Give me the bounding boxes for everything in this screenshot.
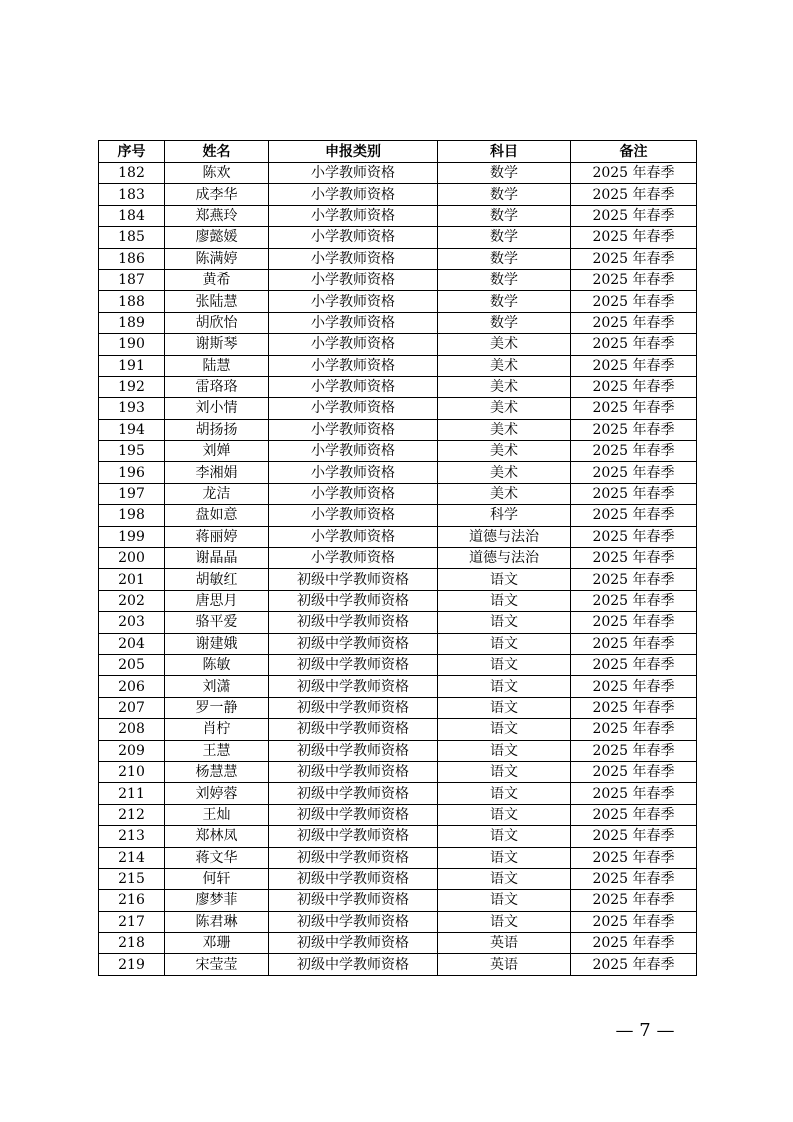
cell-subject: 语文 bbox=[438, 676, 571, 697]
cell-application-category: 小学教师资格 bbox=[269, 441, 438, 462]
cell-serial-number: 215 bbox=[99, 868, 165, 889]
cell-serial-number: 197 bbox=[99, 483, 165, 504]
cell-remarks: 2025 年春季 bbox=[571, 334, 697, 355]
cell-name: 陈敏 bbox=[165, 654, 269, 675]
table-header-row bbox=[99, 141, 697, 163]
cell-remarks: 2025 年春季 bbox=[571, 612, 697, 633]
cell-subject: 美术 bbox=[438, 483, 571, 504]
table-row bbox=[99, 205, 697, 226]
cell-serial-number: 204 bbox=[99, 633, 165, 654]
cell-name: 宋莹莹 bbox=[165, 954, 269, 975]
table-row bbox=[99, 376, 697, 397]
cell-name: 胡敏红 bbox=[165, 569, 269, 590]
cell-serial-number: 189 bbox=[99, 312, 165, 333]
cell-serial-number: 198 bbox=[99, 505, 165, 526]
cell-application-category: 初级中学教师资格 bbox=[269, 569, 438, 590]
table-row bbox=[99, 462, 697, 483]
cell-remarks: 2025 年春季 bbox=[571, 868, 697, 889]
cell-remarks: 2025 年春季 bbox=[571, 269, 697, 290]
cell-remarks: 2025 年春季 bbox=[571, 954, 697, 975]
cell-application-category: 初级中学教师资格 bbox=[269, 612, 438, 633]
cell-subject: 数学 bbox=[438, 291, 571, 312]
cell-subject: 语文 bbox=[438, 911, 571, 932]
cell-serial-number: 190 bbox=[99, 334, 165, 355]
cell-serial-number: 207 bbox=[99, 697, 165, 718]
cell-serial-number: 219 bbox=[99, 954, 165, 975]
cell-subject: 美术 bbox=[438, 462, 571, 483]
cell-subject: 数学 bbox=[438, 248, 571, 269]
table-row bbox=[99, 441, 697, 462]
cell-subject: 语文 bbox=[438, 761, 571, 782]
cell-application-category: 小学教师资格 bbox=[269, 227, 438, 248]
cell-application-category: 小学教师资格 bbox=[269, 483, 438, 504]
cell-serial-number: 208 bbox=[99, 719, 165, 740]
cell-application-category: 初级中学教师资格 bbox=[269, 697, 438, 718]
cell-serial-number: 210 bbox=[99, 761, 165, 782]
cell-application-category: 小学教师资格 bbox=[269, 462, 438, 483]
cell-name: 陈欢 bbox=[165, 163, 269, 184]
cell-subject: 数学 bbox=[438, 184, 571, 205]
cell-name: 杨慧慧 bbox=[165, 761, 269, 782]
table-row bbox=[99, 590, 697, 611]
cell-application-category: 小学教师资格 bbox=[269, 505, 438, 526]
cell-remarks: 2025 年春季 bbox=[571, 890, 697, 911]
cell-application-category: 初级中学教师资格 bbox=[269, 847, 438, 868]
cell-name: 肖柠 bbox=[165, 719, 269, 740]
cell-name: 谢晶晶 bbox=[165, 548, 269, 569]
table-row bbox=[99, 697, 697, 718]
cell-remarks: 2025 年春季 bbox=[571, 933, 697, 954]
cell-serial-number: 213 bbox=[99, 826, 165, 847]
cell-remarks: 2025 年春季 bbox=[571, 847, 697, 868]
cell-remarks: 2025 年春季 bbox=[571, 569, 697, 590]
cell-subject: 语文 bbox=[438, 826, 571, 847]
cell-subject: 语文 bbox=[438, 847, 571, 868]
cell-subject: 数学 bbox=[438, 205, 571, 226]
cell-name: 黄希 bbox=[165, 269, 269, 290]
cell-name: 刘潇 bbox=[165, 676, 269, 697]
cell-serial-number: 192 bbox=[99, 376, 165, 397]
cell-serial-number: 196 bbox=[99, 462, 165, 483]
table-row bbox=[99, 868, 697, 889]
table-row bbox=[99, 291, 697, 312]
cell-name: 刘小情 bbox=[165, 398, 269, 419]
cell-application-category: 小学教师资格 bbox=[269, 312, 438, 333]
table-row bbox=[99, 184, 697, 205]
cell-subject: 数学 bbox=[438, 163, 571, 184]
cell-name: 王灿 bbox=[165, 804, 269, 825]
cell-name: 何轩 bbox=[165, 868, 269, 889]
cell-serial-number: 187 bbox=[99, 269, 165, 290]
cell-remarks: 2025 年春季 bbox=[571, 783, 697, 804]
table-row bbox=[99, 334, 697, 355]
cell-subject: 语文 bbox=[438, 569, 571, 590]
cell-name: 陈君琳 bbox=[165, 911, 269, 932]
cell-serial-number: 216 bbox=[99, 890, 165, 911]
cell-application-category: 初级中学教师资格 bbox=[269, 826, 438, 847]
cell-serial-number: 184 bbox=[99, 205, 165, 226]
table-row bbox=[99, 676, 697, 697]
cell-remarks: 2025 年春季 bbox=[571, 163, 697, 184]
cell-remarks: 2025 年春季 bbox=[571, 719, 697, 740]
table-row bbox=[99, 227, 697, 248]
cell-subject: 美术 bbox=[438, 355, 571, 376]
cell-subject: 语文 bbox=[438, 612, 571, 633]
cell-application-category: 初级中学教师资格 bbox=[269, 590, 438, 611]
cell-subject: 语文 bbox=[438, 719, 571, 740]
cell-serial-number: 202 bbox=[99, 590, 165, 611]
cell-application-category: 小学教师资格 bbox=[269, 376, 438, 397]
cell-remarks: 2025 年春季 bbox=[571, 312, 697, 333]
cell-remarks: 2025 年春季 bbox=[571, 911, 697, 932]
cell-name: 唐思月 bbox=[165, 590, 269, 611]
cell-name: 郑燕玲 bbox=[165, 205, 269, 226]
cell-subject: 英语 bbox=[438, 933, 571, 954]
cell-remarks: 2025 年春季 bbox=[571, 419, 697, 440]
cell-subject: 科学 bbox=[438, 505, 571, 526]
cell-serial-number: 182 bbox=[99, 163, 165, 184]
cell-application-category: 初级中学教师资格 bbox=[269, 783, 438, 804]
cell-application-category: 初级中学教师资格 bbox=[269, 654, 438, 675]
cell-name: 蒋丽婷 bbox=[165, 526, 269, 547]
cell-name: 骆平爱 bbox=[165, 612, 269, 633]
cell-remarks: 2025 年春季 bbox=[571, 697, 697, 718]
cell-name: 罗一静 bbox=[165, 697, 269, 718]
table-row bbox=[99, 269, 697, 290]
cell-name: 张陆慧 bbox=[165, 291, 269, 312]
cell-subject: 语文 bbox=[438, 633, 571, 654]
cell-remarks: 2025 年春季 bbox=[571, 826, 697, 847]
cell-application-category: 小学教师资格 bbox=[269, 184, 438, 205]
table-row bbox=[99, 612, 697, 633]
cell-subject: 语文 bbox=[438, 654, 571, 675]
cell-name: 龙洁 bbox=[165, 483, 269, 504]
cell-remarks: 2025 年春季 bbox=[571, 676, 697, 697]
cell-remarks: 2025 年春季 bbox=[571, 376, 697, 397]
cell-subject: 语文 bbox=[438, 890, 571, 911]
table-row bbox=[99, 804, 697, 825]
cell-serial-number: 191 bbox=[99, 355, 165, 376]
cell-name: 廖懿媛 bbox=[165, 227, 269, 248]
page-number: — 7 — bbox=[615, 1020, 675, 1041]
cell-name: 廖梦菲 bbox=[165, 890, 269, 911]
table-row bbox=[99, 526, 697, 547]
cell-serial-number: 201 bbox=[99, 569, 165, 590]
cell-remarks: 2025 年春季 bbox=[571, 633, 697, 654]
cell-serial-number: 186 bbox=[99, 248, 165, 269]
table-row bbox=[99, 419, 697, 440]
cell-subject: 数学 bbox=[438, 227, 571, 248]
table-row bbox=[99, 933, 697, 954]
cell-application-category: 初级中学教师资格 bbox=[269, 933, 438, 954]
cell-serial-number: 205 bbox=[99, 654, 165, 675]
cell-application-category: 小学教师资格 bbox=[269, 548, 438, 569]
table-row bbox=[99, 398, 697, 419]
cell-remarks: 2025 年春季 bbox=[571, 291, 697, 312]
cell-remarks: 2025 年春季 bbox=[571, 227, 697, 248]
cell-name: 胡欣怡 bbox=[165, 312, 269, 333]
header-name: 姓名 bbox=[165, 141, 269, 163]
cell-remarks: 2025 年春季 bbox=[571, 505, 697, 526]
table-row bbox=[99, 761, 697, 782]
cell-serial-number: 203 bbox=[99, 612, 165, 633]
cell-application-category: 小学教师资格 bbox=[269, 355, 438, 376]
cell-serial-number: 200 bbox=[99, 548, 165, 569]
header-subject: 科目 bbox=[438, 141, 571, 163]
cell-subject: 美术 bbox=[438, 441, 571, 462]
cell-subject: 语文 bbox=[438, 740, 571, 761]
cell-application-category: 初级中学教师资格 bbox=[269, 890, 438, 911]
table-row bbox=[99, 569, 697, 590]
cell-name: 刘婷蓉 bbox=[165, 783, 269, 804]
cell-serial-number: 193 bbox=[99, 398, 165, 419]
cell-name: 李湘娟 bbox=[165, 462, 269, 483]
roster-table bbox=[98, 140, 697, 976]
table-row bbox=[99, 483, 697, 504]
cell-application-category: 初级中学教师资格 bbox=[269, 740, 438, 761]
cell-remarks: 2025 年春季 bbox=[571, 462, 697, 483]
cell-remarks: 2025 年春季 bbox=[571, 184, 697, 205]
cell-remarks: 2025 年春季 bbox=[571, 441, 697, 462]
cell-subject: 美术 bbox=[438, 419, 571, 440]
table-row bbox=[99, 248, 697, 269]
cell-remarks: 2025 年春季 bbox=[571, 483, 697, 504]
cell-application-category: 小学教师资格 bbox=[269, 334, 438, 355]
cell-application-category: 初级中学教师资格 bbox=[269, 911, 438, 932]
cell-name: 盘如意 bbox=[165, 505, 269, 526]
cell-application-category: 初级中学教师资格 bbox=[269, 633, 438, 654]
cell-name: 陈满婷 bbox=[165, 248, 269, 269]
cell-application-category: 初级中学教师资格 bbox=[269, 676, 438, 697]
table-row bbox=[99, 163, 697, 184]
cell-name: 胡扬扬 bbox=[165, 419, 269, 440]
cell-remarks: 2025 年春季 bbox=[571, 398, 697, 419]
cell-serial-number: 214 bbox=[99, 847, 165, 868]
header-serial-number: 序号 bbox=[99, 141, 165, 163]
cell-serial-number: 183 bbox=[99, 184, 165, 205]
cell-application-category: 小学教师资格 bbox=[269, 419, 438, 440]
cell-serial-number: 188 bbox=[99, 291, 165, 312]
table-row bbox=[99, 654, 697, 675]
table-row bbox=[99, 890, 697, 911]
cell-serial-number: 212 bbox=[99, 804, 165, 825]
cell-remarks: 2025 年春季 bbox=[571, 761, 697, 782]
cell-serial-number: 195 bbox=[99, 441, 165, 462]
table-body bbox=[99, 163, 697, 976]
cell-name: 蒋文华 bbox=[165, 847, 269, 868]
cell-remarks: 2025 年春季 bbox=[571, 248, 697, 269]
cell-name: 陆慧 bbox=[165, 355, 269, 376]
table-row bbox=[99, 355, 697, 376]
table-row bbox=[99, 505, 697, 526]
cell-name: 邓珊 bbox=[165, 933, 269, 954]
cell-application-category: 初级中学教师资格 bbox=[269, 719, 438, 740]
cell-application-category: 小学教师资格 bbox=[269, 526, 438, 547]
cell-serial-number: 206 bbox=[99, 676, 165, 697]
cell-name: 谢建娥 bbox=[165, 633, 269, 654]
cell-remarks: 2025 年春季 bbox=[571, 804, 697, 825]
cell-application-category: 小学教师资格 bbox=[269, 163, 438, 184]
cell-remarks: 2025 年春季 bbox=[571, 590, 697, 611]
cell-application-category: 小学教师资格 bbox=[269, 248, 438, 269]
table-row bbox=[99, 548, 697, 569]
cell-application-category: 小学教师资格 bbox=[269, 291, 438, 312]
cell-application-category: 初级中学教师资格 bbox=[269, 954, 438, 975]
cell-subject: 道德与法治 bbox=[438, 548, 571, 569]
table-row bbox=[99, 847, 697, 868]
cell-name: 郑林凤 bbox=[165, 826, 269, 847]
cell-subject: 语文 bbox=[438, 697, 571, 718]
cell-serial-number: 209 bbox=[99, 740, 165, 761]
cell-application-category: 初级中学教师资格 bbox=[269, 868, 438, 889]
table-row bbox=[99, 826, 697, 847]
cell-subject: 语文 bbox=[438, 804, 571, 825]
cell-subject: 数学 bbox=[438, 269, 571, 290]
cell-subject: 美术 bbox=[438, 398, 571, 419]
table-row bbox=[99, 719, 697, 740]
cell-serial-number: 218 bbox=[99, 933, 165, 954]
cell-name: 刘婵 bbox=[165, 441, 269, 462]
cell-serial-number: 194 bbox=[99, 419, 165, 440]
header-remarks: 备注 bbox=[571, 141, 697, 163]
table-row bbox=[99, 783, 697, 804]
cell-application-category: 初级中学教师资格 bbox=[269, 761, 438, 782]
cell-subject: 美术 bbox=[438, 334, 571, 355]
cell-remarks: 2025 年春季 bbox=[571, 205, 697, 226]
cell-remarks: 2025 年春季 bbox=[571, 355, 697, 376]
cell-subject: 数学 bbox=[438, 312, 571, 333]
cell-subject: 英语 bbox=[438, 954, 571, 975]
cell-remarks: 2025 年春季 bbox=[571, 654, 697, 675]
table-row bbox=[99, 954, 697, 975]
cell-name: 谢斯琴 bbox=[165, 334, 269, 355]
cell-application-category: 小学教师资格 bbox=[269, 398, 438, 419]
cell-serial-number: 185 bbox=[99, 227, 165, 248]
table-row bbox=[99, 911, 697, 932]
cell-application-category: 初级中学教师资格 bbox=[269, 804, 438, 825]
cell-remarks: 2025 年春季 bbox=[571, 740, 697, 761]
table-row bbox=[99, 312, 697, 333]
table-row bbox=[99, 740, 697, 761]
cell-subject: 语文 bbox=[438, 590, 571, 611]
cell-remarks: 2025 年春季 bbox=[571, 548, 697, 569]
cell-name: 王慧 bbox=[165, 740, 269, 761]
cell-subject: 道德与法治 bbox=[438, 526, 571, 547]
cell-name: 雷珞珞 bbox=[165, 376, 269, 397]
cell-name: 成李华 bbox=[165, 184, 269, 205]
header-application-category: 申报类别 bbox=[269, 141, 438, 163]
table-row bbox=[99, 633, 697, 654]
cell-subject: 语文 bbox=[438, 868, 571, 889]
cell-subject: 美术 bbox=[438, 376, 571, 397]
cell-subject: 语文 bbox=[438, 783, 571, 804]
cell-remarks: 2025 年春季 bbox=[571, 526, 697, 547]
cell-application-category: 小学教师资格 bbox=[269, 205, 438, 226]
cell-serial-number: 211 bbox=[99, 783, 165, 804]
cell-serial-number: 199 bbox=[99, 526, 165, 547]
cell-application-category: 小学教师资格 bbox=[269, 269, 438, 290]
cell-serial-number: 217 bbox=[99, 911, 165, 932]
